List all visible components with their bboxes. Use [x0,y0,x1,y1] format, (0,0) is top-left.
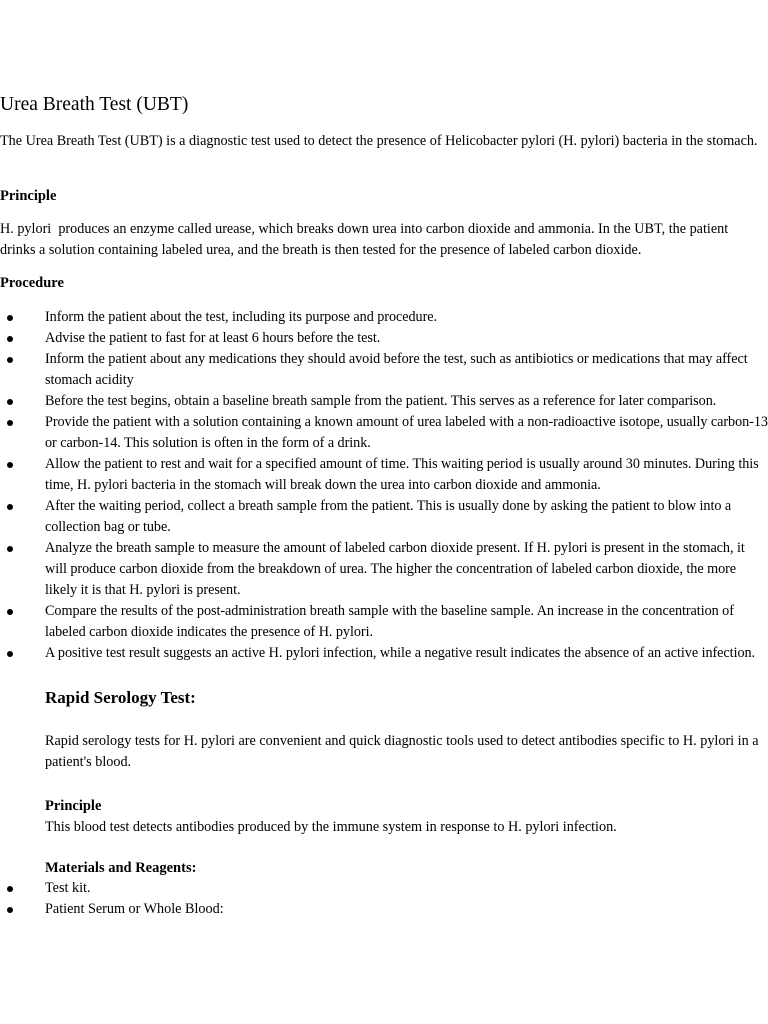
list-item [0,391,768,412]
materials-heading: Materials and Reagents: [45,860,197,876]
procedure-list [0,307,768,664]
serology-heading: Rapid Serology Test: [45,688,196,707]
materials-list [0,878,768,920]
list-item [0,643,768,664]
bullet-icon [7,399,13,405]
bullet-icon [7,651,13,657]
serology-principle-heading: Principle [45,798,102,814]
list-item [0,454,768,496]
list-item [0,601,768,643]
list-item [0,899,768,920]
list-item-text: Inform the patient about the test, including its purpose and procedure. [45,309,438,325]
bullet-icon [7,609,13,615]
list-item-text: Allow the patient to rest and wait for a specified amount of time. This waiting period is usually around 30 minutes. During this time, H. pylori bacteria in the stomach will break down the urea into carbon dioxide and ammonia. [45,456,759,493]
bullet-icon [7,420,13,426]
bullet-icon [7,336,13,342]
bullet-icon [7,886,13,892]
list-item-text: Before the test begins, obtain a baseline breath sample from the patient. This serves as a reference for later comparison. [45,393,717,409]
list-item-text: A positive test result suggests an active H. pylori infection, while a negative result indicates the absence of an active infection. [45,645,756,661]
list-item-text: Inform the patient about any medications they should avoid before the test, such as antibiotics or medications that may affect stomach acidity [45,351,748,388]
principle-heading: Principle [0,188,57,204]
bullet-icon [7,462,13,468]
list-item-text: Test kit. [45,880,91,896]
bullet-icon [7,546,13,552]
list-item-text: Patient Serum or Whole Blood: [45,901,224,917]
list-item [0,538,768,601]
list-item-text: Provide the patient with a solution containing a known amount of urea labeled with a non-radioactive isotope, usually carbon-13 or carbon-14. This solution is often in the form of a drink. [45,414,768,451]
serology-principle-paragraph: This blood test detects antibodies produced by the immune system in response to H. pylori infection. [45,819,617,835]
page-title: Urea Breath Test (UBT) [0,94,189,115]
list-item-text: Advise the patient to fast for at least 6 hours before the test. [45,330,381,346]
list-item [0,307,768,328]
list-item-text: Compare the results of the post-administration breath sample with the baseline sample. An increase in the concentration of labeled carbon dioxide indicates the presence of H. pylori. [45,603,734,640]
bullet-icon [7,504,13,510]
list-item-text: Analyze the breath sample to measure the amount of labeled carbon dioxide present. If H. pylori is present in the stomach, it will produce carbon dioxide from the breakdown of urea. The higher the concentration of labeled carbon dioxide, the more likely it is that H. pylori is present. [45,540,745,598]
procedure-heading: Procedure [0,275,64,291]
intro-paragraph: The Urea Breath Test (UBT) is a diagnostic test used to detect the presence of Helicobacter pylori (H. pylori) bacteria in the stomach. [0,133,758,149]
list-item [0,328,768,349]
list-item-text: After the waiting period, collect a breath sample from the patient. This is usually done by asking the patient to blow into a collection bag or tube. [45,498,732,535]
principle-paragraph: H. pylori produces an enzyme called urease, which breaks down urea into carbon dioxide and ammonia. In the UBT, the patient drinks a solution containing labeled urea, and the breath is then tested for the presence of labeled carbon dioxide. [0,221,732,258]
list-item [0,496,768,538]
bullet-icon [7,315,13,321]
serology-intro-paragraph: Rapid serology tests for H. pylori are convenient and quick diagnostic tools used to detect antibodies specific to H. pylori in a patient's blood. [45,733,759,770]
bullet-icon [7,357,13,363]
list-item [0,349,768,391]
list-item [0,412,768,454]
list-item [0,878,768,899]
bullet-icon [7,907,13,913]
